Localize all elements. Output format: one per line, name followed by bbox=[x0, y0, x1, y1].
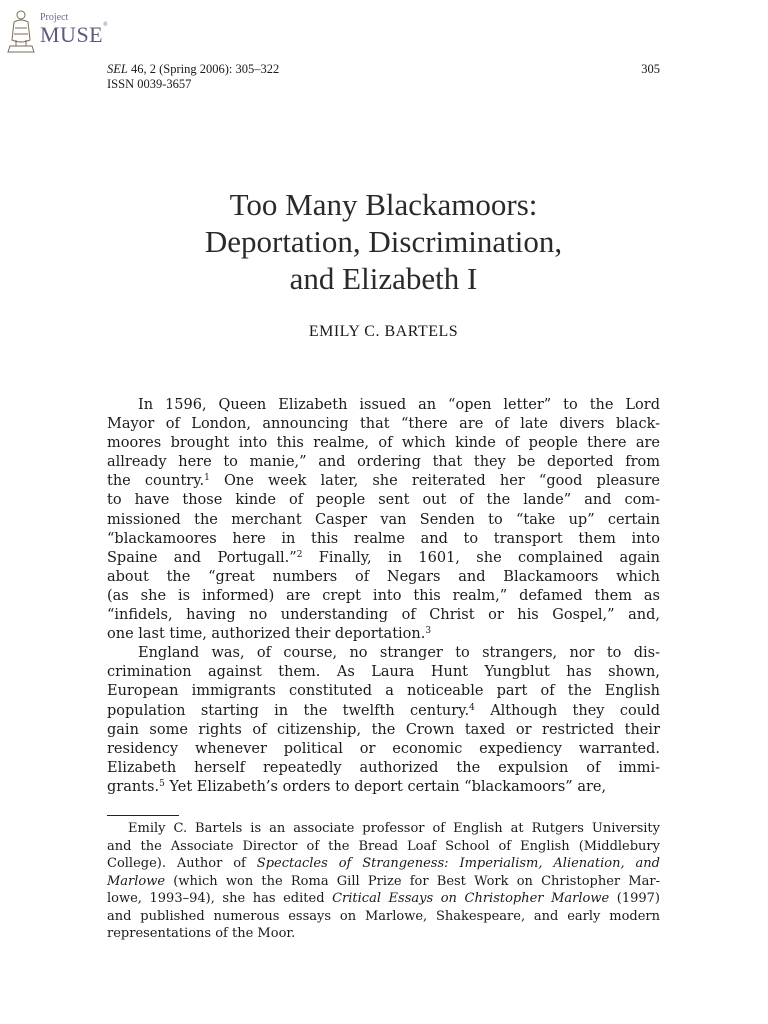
body-line: England was, of course, no stranger to strangers, nor to dis- bbox=[138, 645, 660, 662]
page-number: 305 bbox=[641, 62, 660, 76]
note-reference[interactable]: 1 bbox=[204, 473, 210, 484]
body-line: European immigrants constituted a noticeable part of the English bbox=[107, 683, 660, 700]
footnote-line: lowe, 1993–94), she has edited Critical Essays on Christopher Marlowe (1997) bbox=[107, 891, 660, 906]
footnote-line: and the Associate Director of the Bread Loaf School of English (Middlebury bbox=[107, 838, 660, 854]
footnote-line: College). Author of Spectacles of Strangeness: Imperialism, Alienation, and bbox=[107, 856, 660, 871]
note-reference[interactable]: 4 bbox=[469, 702, 475, 713]
body-line: allready here to manie,” and ordering that they be deported from bbox=[107, 454, 660, 471]
note-reference[interactable]: 2 bbox=[296, 549, 303, 560]
journal-issn: ISSN 0039-3657 bbox=[107, 77, 192, 91]
title-line: and Elizabeth I bbox=[289, 261, 478, 296]
body-line: “blackamoores here in this realme and to transport them into bbox=[107, 530, 660, 547]
body-line: residency whenever political or economic expediency warranted. bbox=[107, 740, 660, 757]
body-line: Spaine and Portugall.”$^2$ Finally, in 1601, she complained again bbox=[107, 549, 660, 566]
body-line: moores brought into this realme, of which kinde of people there are bbox=[107, 435, 660, 452]
body-line: to have those kinde of people sent out of the lande” and com- bbox=[107, 492, 660, 509]
journal-header bbox=[107, 62, 660, 92]
note-reference[interactable]: 5 bbox=[159, 778, 165, 789]
logo-project-text: Project bbox=[40, 12, 69, 23]
body-line: population starting in the twelfth century.$^4$ Although they could bbox=[107, 702, 660, 719]
title-line: Deportation, Discrimination, bbox=[204, 224, 563, 259]
body-line: “infidels, having no understanding of Christ or his Gospel,” and, bbox=[107, 607, 660, 624]
body-line: one last time, authorized their deportation.$^3$ bbox=[107, 626, 432, 643]
footnote-line: Marlowe (which won the Roma Gill Prize for Best Work on Christopher Mar- bbox=[107, 873, 660, 889]
article-body bbox=[107, 396, 660, 797]
body-line: Elizabeth herself repeatedly authorized the expulsion of immi- bbox=[107, 759, 660, 776]
body-line: missioned the merchant Casper van Senden to “take up” certain bbox=[107, 511, 660, 528]
body-line: crimination against them. As Laura Hunt Yungblut has shown, bbox=[107, 664, 660, 681]
footnote-line: Emily C. Bartels is an associate professor of English at Rutgers University bbox=[128, 821, 660, 836]
article-author: EMILY C. BARTELS bbox=[308, 323, 459, 340]
article-title bbox=[107, 186, 660, 297]
body-line: Mayor of London, announcing that “there are of late divers black- bbox=[107, 416, 660, 433]
note-reference[interactable]: 3 bbox=[425, 626, 432, 637]
journal-citation: SEL 46, 2 (Spring 2006): 305–322 bbox=[107, 62, 280, 76]
footnote-rule bbox=[107, 815, 179, 816]
footnote-line: representations of the Moor. bbox=[107, 926, 296, 941]
title-line: Too Many Blackamoors: bbox=[229, 187, 538, 222]
author-footnote bbox=[107, 820, 660, 943]
body-line: the country.$^1$ One week later, she reiterated her “good pleasure bbox=[107, 473, 660, 490]
footnote-line: and published numerous essays on Marlowe, Shakespeare, and early modern bbox=[107, 908, 660, 924]
logo-muse-text: MUSE® bbox=[40, 22, 109, 47]
project-muse-logo bbox=[4, 6, 134, 56]
body-line: gain some rights of citizenship, the Crown taxed or restricted their bbox=[107, 721, 660, 738]
body-line: In 1596, Queen Elizabeth issued an “open letter” to the Lord bbox=[138, 397, 660, 413]
body-line: grants.$^5$ Yet Elizabeth’s orders to deport certain “blackamoors” are, bbox=[107, 778, 607, 795]
body-line: (as she is informed) are crept into this realm,” defamed them as bbox=[107, 587, 660, 604]
body-line: about the “great numbers of Negars and Blackamoors which bbox=[107, 568, 660, 585]
muse-figure-icon bbox=[4, 6, 38, 54]
